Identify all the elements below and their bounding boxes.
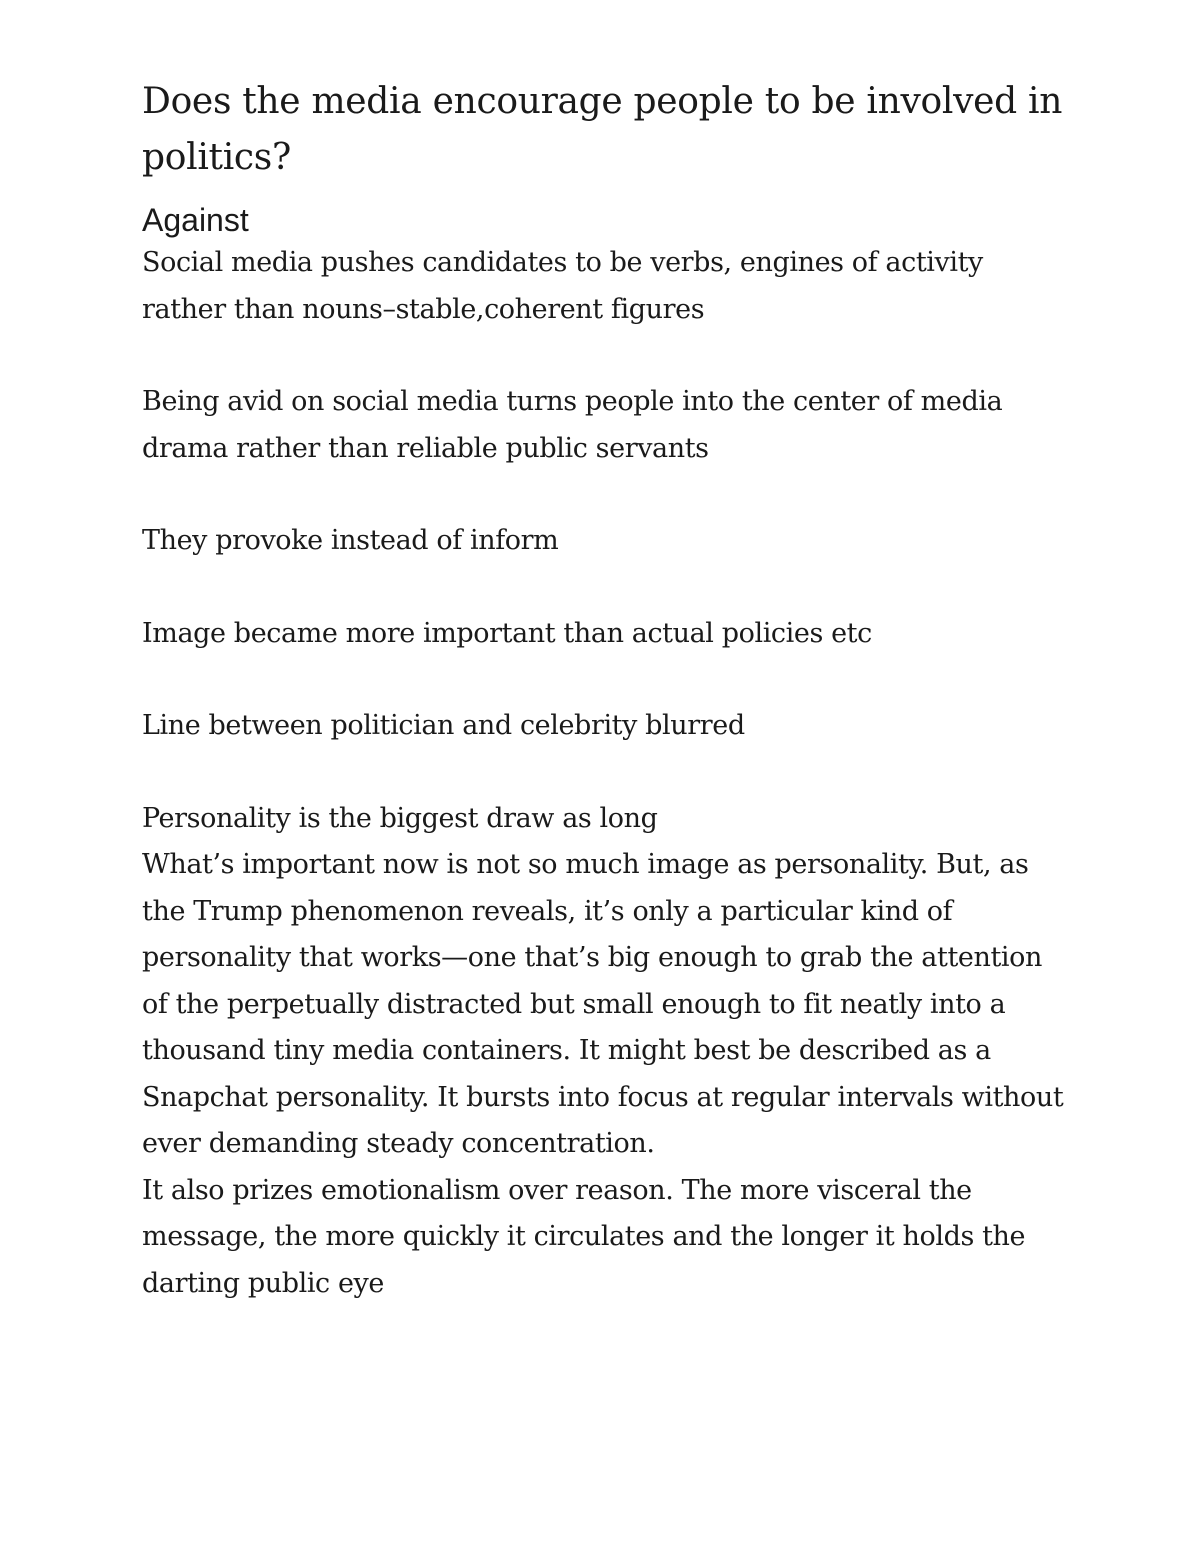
paragraph: Image became more important than actual policies etc: [142, 617, 872, 649]
section-heading: Against: [142, 202, 249, 238]
paragraph-spacer: [142, 750, 1072, 796]
paragraph-spacer: [142, 333, 1072, 379]
paragraph: It also prizes emotionalism over reason. The more visceral the message, the more quickly it circulates and the longer it holds the darting public eye: [142, 1174, 1026, 1299]
paragraph: Being avid on social media turns people into the center of media drama rather than reliable public servants: [142, 386, 1003, 464]
paragraph: Social media pushes candidates to be verbs, engines of activity rather than nouns–stable,coherent figures: [142, 247, 983, 325]
document-body: [142, 74, 1072, 1307]
paragraph-spacer: [142, 565, 1072, 611]
paragraph: What’s important now is not so much image as personality. But, as the Trump phenomenon reveals, it’s only a particular kind of personality that works—one that’s big enough to grab the attention of the perpetually distracted but small enough to fit neatly into a thousand tiny media containers. It might best be described as a Snapchat personality. It bursts into focus at regular intervals without ever demanding steady concentration.: [142, 849, 1064, 1159]
paragraph-spacer: [142, 472, 1072, 518]
paragraph-spacer: [142, 657, 1072, 703]
paragraph: They provoke instead of inform: [142, 525, 559, 556]
paragraph: Line between politician and celebrity blurred: [142, 710, 745, 741]
paragraph: Personality is the biggest draw as long: [142, 802, 658, 834]
document-title: Does the media encourage people to be involved in politics?: [142, 81, 1063, 178]
